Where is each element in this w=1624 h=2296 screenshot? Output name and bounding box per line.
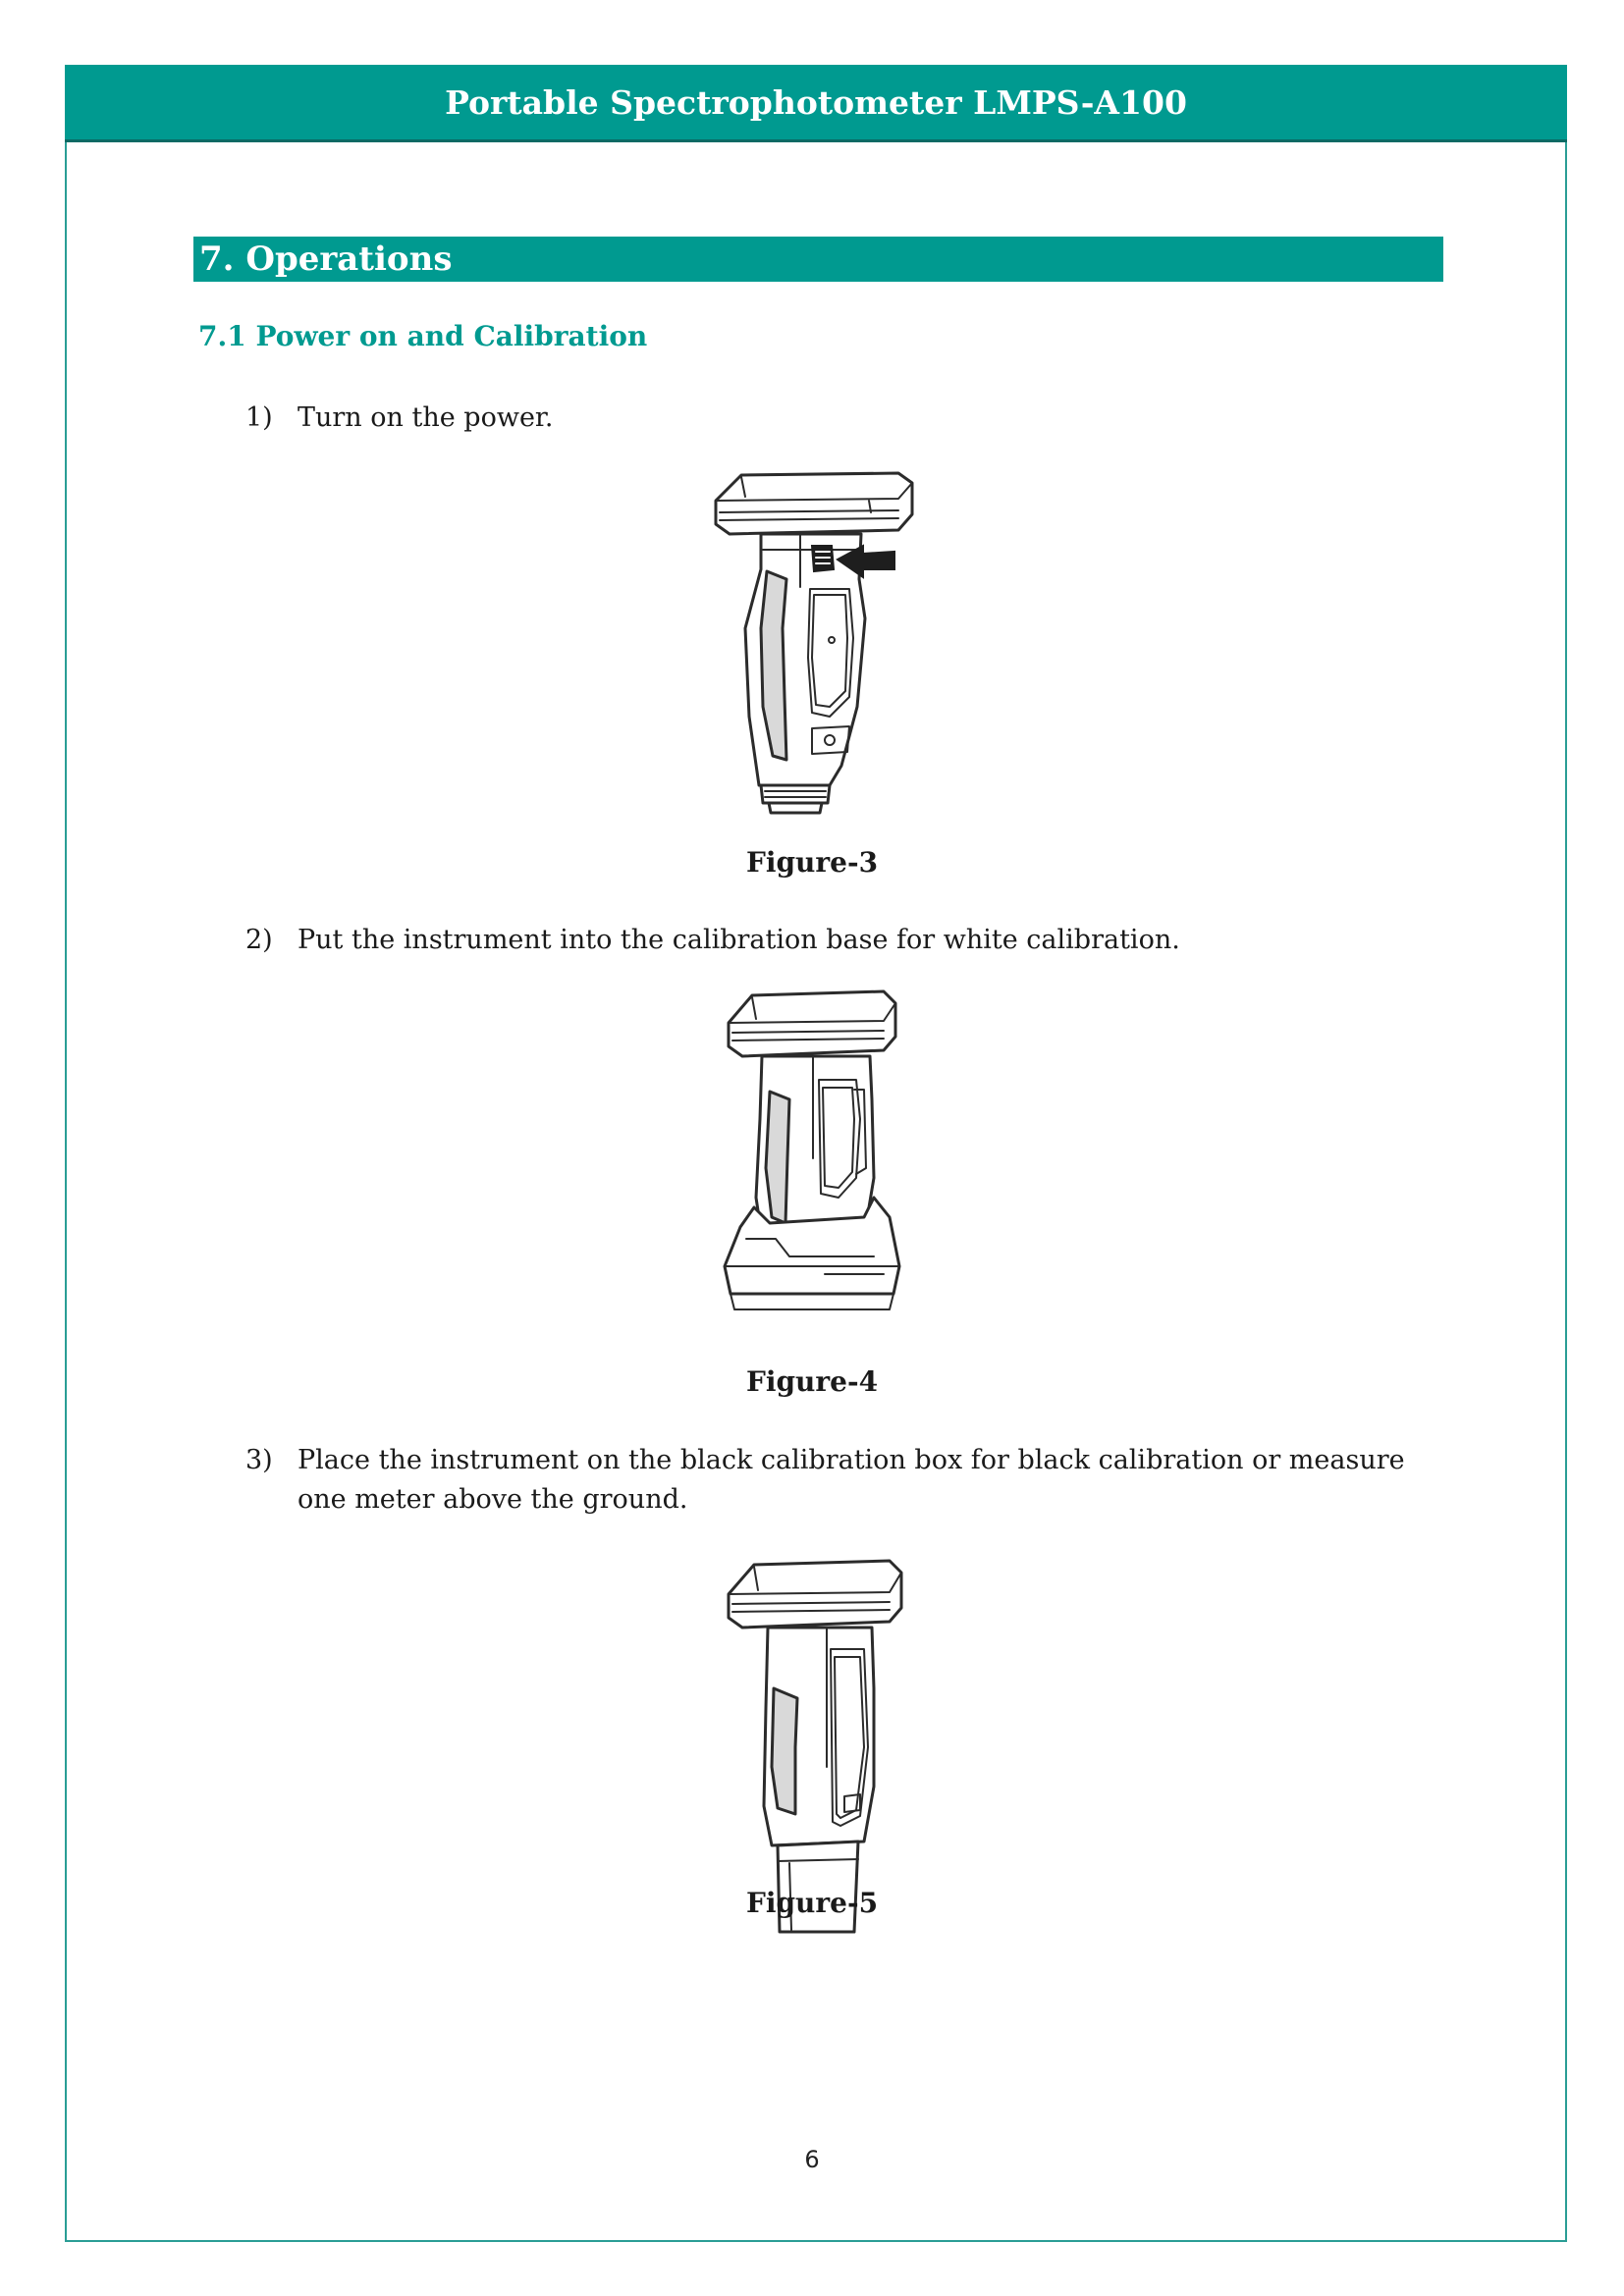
step-number: 3) <box>245 1445 273 1475</box>
step-text: Put the instrument into the calibration base for white calibration. <box>298 925 1180 955</box>
device-on-black-calibration-box-illustration <box>717 1551 923 1944</box>
device-power-on-illustration <box>702 461 938 815</box>
figure-caption: Figure-3 <box>745 846 879 879</box>
document-title: Portable Spectrophotometer LMPS-A100 <box>445 82 1187 122</box>
document-header <box>65 65 1567 142</box>
section-heading <box>193 237 1443 282</box>
subsection-heading: 7.1 Power on and Calibration <box>198 320 648 352</box>
page-number: 6 <box>804 2146 820 2173</box>
step-number: 2) <box>245 925 273 955</box>
figure-caption: Figure-4 <box>745 1365 879 1398</box>
step-text: Turn on the power. <box>298 402 554 433</box>
figure-caption: Figure-5 <box>745 1887 879 1919</box>
step-text: Place the instrument on the black calibration box for black calibration or measure one meter above the ground. <box>298 1445 1405 1515</box>
step-number: 1) <box>245 402 273 433</box>
device-in-calibration-base-illustration <box>717 982 923 1335</box>
section-title: 7. Operations <box>199 240 453 279</box>
